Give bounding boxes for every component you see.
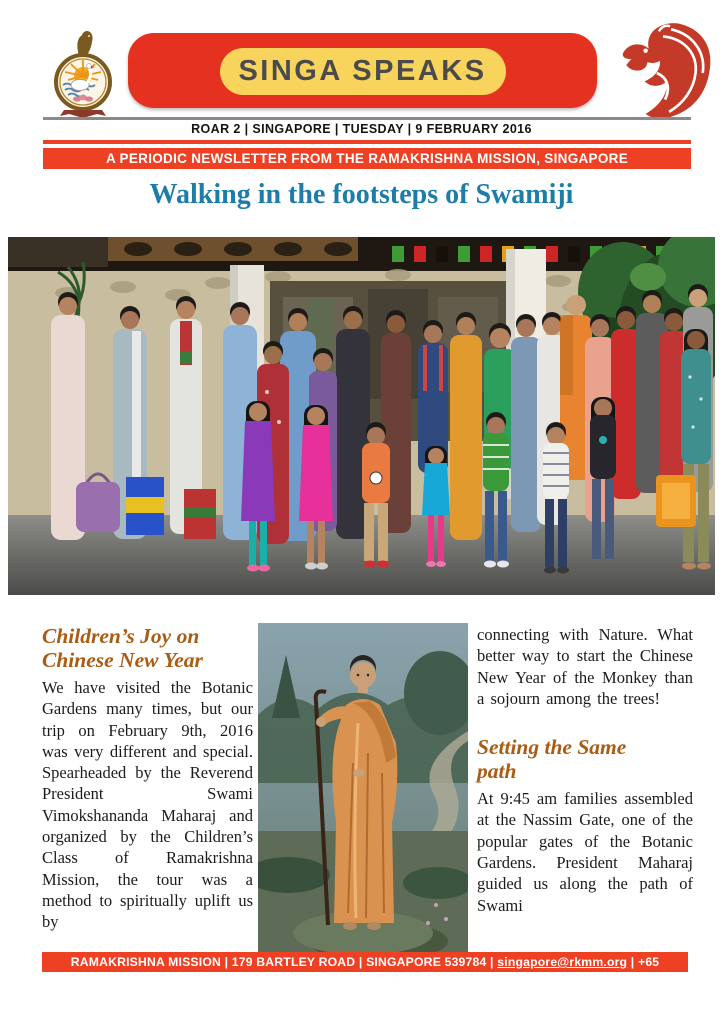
footer-email-link[interactable]: singapore@rkmm.org (497, 955, 628, 969)
divider-gray (43, 117, 691, 120)
singa-lion-icon (614, 14, 716, 122)
article-body-left: We have visited the Botanic Gardens many times, but our trip on February 9th, 2016 was very different and special. Spearheaded by the Reverend President Swami Vimokshananda Maharaj and organized by the Children’s Class of Ramakrishna Mission, the tour was a method to spiritually uplift us by (42, 678, 253, 932)
group-photo (8, 237, 715, 595)
ramakrishna-mission-emblem (46, 22, 120, 124)
newsletter-title: SINGA SPEAKS (238, 55, 487, 87)
footer-phone: | +65 62889077 (337, 955, 660, 989)
article-heading-setting-path: Setting the Same path (477, 735, 627, 784)
emblem-serpent (77, 31, 92, 56)
article-body-right-1: connecting with Nature. What better way to start the Chinese New Year of the Monkey than a sojourn among the trees! (477, 625, 693, 708)
newsletter-title-pill (220, 48, 506, 95)
swamiji-painting (258, 623, 468, 953)
headline: Walking in the footsteps of Swamiji (149, 179, 574, 210)
newsletter-banner: A PERIODIC NEWSLETTER FROM THE RAMAKRISHNA MISSION, SINGAPORE (43, 148, 691, 169)
footer-bar (42, 952, 688, 989)
article-body-right-2: At 9:45 am families assembled at the Nassim Gate, one of the popular gates of the Botanic Gardens. President Maharaj guided us along the path of Swami (477, 789, 693, 915)
article-left-column (42, 624, 253, 933)
masthead-banner (128, 33, 597, 108)
dateline: ROAR 2 | SINGAPORE | TUESDAY | 9 FEBRUARY 2016 (191, 122, 532, 136)
article-right-column (477, 624, 693, 916)
footer-address: RAMAKRISHNA MISSION | 179 BARTLEY ROAD | SINGAPORE 539784 | (70, 955, 498, 969)
divider-red (43, 140, 691, 144)
article-heading-children-joy: Children’s Joy on Chinese New Year (42, 624, 203, 672)
